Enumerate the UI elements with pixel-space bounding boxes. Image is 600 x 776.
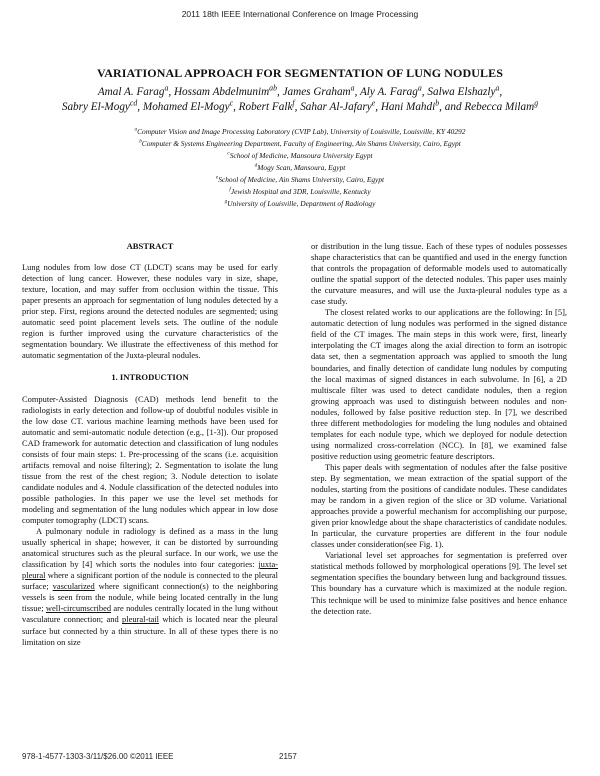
author-name: Rebecca Milam [464,101,535,113]
intro-paragraph-1: Computer-Assisted Diagnosis (CAD) methods lend benefit to the radiologists in early detection and follow-up of doubtful nodules visible in the low dose CT. various machine learning methods have been used for automatic and semi-automatic nodule detection (e.g., [1-3]). Our proposed CAD framework for automatic detection and classification of lung nodules consists of four main steps: 1. Pre-processing of the scans (i.e. acquisition artifacts removal and noise filtering); 2. Segmentation to isolate the lung tissue from the rest of the chest region; 3. Nodule detection to isolate candidate nodules and 4. Nodule classification of the detected nodules into possible pathologies. In this paper we use the level set methods for modeling and segmentation of the lung nodules which appear in low dose computer tomography (LDCT) scans. [22,393,278,526]
author-name: Hani Mahdi [380,101,436,113]
paper-title: VARIATIONAL APPROACH FOR SEGMENTATION OF LUNG NODULES [96,66,503,80]
affiliation: $^b$Computer & Systems Engineering Department, Faculty of Engineering, Ain Shams University, Cairo, Egypt [139,138,461,148]
author-line-2: Sabry El-Mogy$^{cd}$, Mohamed El-Mogy$^c$, Robert Falk$^f$, Sahar Al-Jafary$^e$, Hani Mahdi$^b$, and Rebecca Milam$^g$ [61,98,539,113]
footer-isbn: 978-1-4577-1303-3/11/$26.00 ©2011 IEEE [22,752,174,761]
author-line-1: Amal A. Farag$^a$, Hossam Abdelmunim$^{ab}$, James Graham$^a$, Aly A. Farag$^a$, Salwa Elshazly$^a$, [97,83,503,98]
abstract-text: Lung nodules from low dose CT (LDCT) scans may be used for early detection of lung cancer. However, these nodules vary in size, shape, texture, location, and may suffer from occlusion within the tissue. This paper presents an approach for segmentation of lung nodules detected by a prior step. First, regions around the detected nodules are segmented; using automatic seed point placement levels sets. The outline of the nodule region is further improved using the curvature characteristics of the segmentation boundary. We illustrate the effectiveness of this method for automatic segmentation of the Juxta-pleural nodules. [22,262,278,361]
page-number: 2157 [279,752,297,761]
term-pleural-tail: pleural-tail [122,614,160,625]
affiliation: $^e$School of Medicine, Ain Shams University, Cairo, Egypt [215,174,385,184]
term-well-circumscribed: well-circumscribed [45,603,112,614]
intro-paragraph-5: This paper deals with segmentation of nodules after the false positive step. By segmentation, we mean extraction of the spatial support of the nodules, starting from the positions of candidate nodules. These candidates may be random in a given region of the slice or 3D volume. Variational approaches provide a powerful mechanism for accomplishing our purpose, given prior knowledge about the shape characteristics of candidate nodules. In particular, the curvature properties are different in the four nodule classes under consideration(see Fig. 1). [311,461,567,550]
author-name: Sabry El-Mogy [61,101,130,113]
affiliation: $^c$School of Medicine, Mansoura University Egypt [227,150,373,160]
author-list [20,85,580,115]
intro-paragraph-3: or distribution in the lung tissue. Each of these types of nodules possesses shape characteristics that can be quantified and used in the energy function that controls the propagation of deformable models used to automatically outline the spatial support of the detected nodules. This paper uses mainly the curvature measures, and will use the Juxta-pleural nodules type as a case study. [311,241,567,307]
affiliation: $^a$Computer Vision and Image Processing Laboratory (CVIP Lab), University of Louisville, Louisville, KY 40292 [134,126,466,136]
intro-paragraph-2: A pulmonary nodule in radiology is defined as a mass in the lung usually spherical in shape; however, it can be distorted by surrounding anatomical structures such as the pleural surface. In our work, we use the classification by [4] which sorts the nodules into four categories: juxta-pleural where a significant portion of the nodule is connected to the pleural surface; vascularized where significant connection(s) to the neighboring vessels is seen from the nodule, while being located centrally in the lung tissue; well-circumscribed are nodules centrally located in the lung without vasculature connection; and pleural-tail which is located near the pleural surface but connected by a thin structure. In all of these types there is no limitation on size [22,526,278,647]
introduction-heading: 1. INTRODUCTION [111,372,189,383]
author-name: Robert Falk [238,101,293,113]
intro-paragraph-4: The closest related works to our applications are the following: In [5], automatic detection of lung nodules was performed in the signed distance field of the CT images. The main steps in this work were, first, linearly interpolating the CT images along the axial direction to form an isotropic data set, then a segmentation approach was applied to smooth the lung boundaries, and finally detection of candidate lung nodules by computing the local maximas of signed distances in each subvolume. In [6], a 2D multiscale filter was used to detect candidate nodules, then a region growing approach was used to distinguish between nodules and non-nodules, followed by false positive reduction step. In [7], we described three different methodologies for modeling the lung nodules and obtained templates for each nodule type, which we deployed for nodule detection using normalized cross-correlation (NCC). In [8], we examined false positive reduction using geometric feature descriptors. [311,307,567,461]
author-name: Salwa Elshazly [427,86,496,98]
left-column [22,241,278,648]
abstract-heading: ABSTRACT [126,241,174,251]
author-name: James Graham [282,86,351,98]
author-name: Hossam Abdelmunim [173,86,270,98]
affiliation: $^f$Jewish Hospital and 3DR, Louisville, Kentucky [229,186,371,196]
affiliation: $^d$Mogy Scan, Mansoura, Egypt [254,162,346,172]
author-name: Mohamed El-Mogy [142,101,230,113]
author-name: Aly A. Farag [359,86,418,98]
author-name: Amal A. Farag [97,86,165,98]
affiliation: $^g$University of Louisville, Department of Radiology [224,198,376,208]
affiliation-list [20,126,580,210]
conference-header: 2011 18th IEEE International Conference on Image Processing [181,9,419,19]
author-name: Sahar Al-Jafary [300,101,372,113]
term-vascularized: vascularized [52,581,95,592]
right-column [311,241,567,617]
term-juxta-pleural: juxta-pleural [22,559,278,581]
intro-paragraph-6: Variational level set approaches for segmentation is preferred over statistical methods followed by morphological operations [9]. The level set segmentation specifies the boundary between lung and background tissues. This boundary has a curvature which is maximized at the nodule region. This technique will be used to minimize false positives and hence enhance the detection rate. [311,550,567,616]
